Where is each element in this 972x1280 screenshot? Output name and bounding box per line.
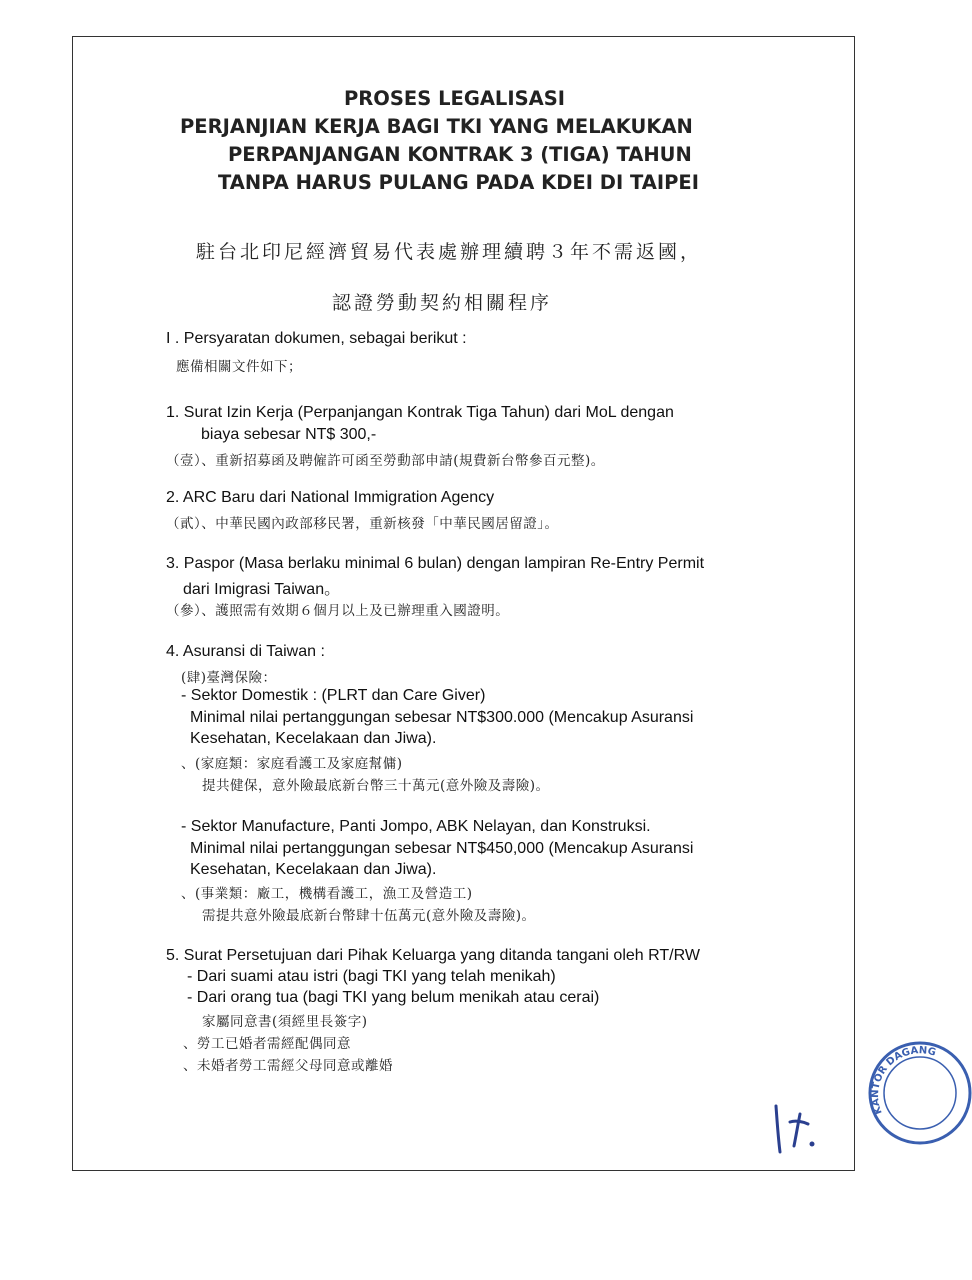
- title-line-1: PROSES LEGALISASI: [344, 87, 566, 110]
- zh-title-line-2: 認證勞動契約相關程序: [332, 292, 553, 314]
- seal-text: KANTOR DAGANG: [869, 1045, 937, 1116]
- section-heading: I . Persyaratan dokumen, sebagai berikut :: [166, 330, 467, 347]
- item-1-zh: （壹）、重新招募函及聘僱許可函至勞動部申請(規費新台幣參百元整)。: [166, 453, 605, 469]
- item-5-line-2: - Dari suami atau istri (bagi TKI yang telah menikah): [187, 968, 556, 985]
- zh-title-line-1: 駐台北印尼經濟貿易代表處辦理續聘３年不需返國，: [196, 241, 703, 263]
- section-heading-zh: 應備相關文件如下；: [176, 359, 302, 375]
- item-5-line-1: 5. Surat Persetujuan dari Pihak Keluarga yang ditanda tangani oleh RT/RW: [166, 947, 700, 964]
- title-line-2: PERJANJIAN KERJA BAGI TKI YANG MELAKUKAN: [180, 115, 693, 138]
- item-4-b-line-2: Minimal nilai pertanggungan sebesar NT$450,000 (Mencakup Asuransi: [190, 840, 694, 857]
- item-4-a-line-1: - Sektor Domestik : (PLRT dan Care Giver): [181, 687, 486, 704]
- item-4-b-zh-2: 需提共意外險最底新台幣肆十伍萬元(意外險及壽險)。: [202, 908, 536, 924]
- item-4-line-1: 4. Asuransi di Taiwan :: [166, 643, 325, 660]
- item-5-zh-1: 家屬同意書(須經里長簽字): [202, 1014, 368, 1030]
- signature-mark: [768, 1100, 826, 1156]
- item-4-b-line-1: - Sektor Manufacture, Panti Jompo, ABK Nelayan, dan Konstruksi.: [181, 818, 651, 835]
- item-2-zh: （貳）、中華民國內政部移民署，重新核發「中華民國居留證」。: [166, 516, 559, 532]
- item-5-zh-3: 、未婚者勞工需經父母同意或離婚: [183, 1058, 393, 1074]
- item-5-line-3: - Dari orang tua (bagi TKI yang belum menikah atau cerai): [187, 989, 600, 1006]
- item-4-b-line-3: Kesehatan, Kecelakaan dan Jiwa).: [190, 861, 437, 878]
- item-4-a-zh-1: 、(家庭類：家庭看護工及家庭幫傭): [181, 756, 403, 772]
- title-line-3: PERPANJANGAN KONTRAK 3 (TIGA) TAHUN: [228, 143, 692, 166]
- item-3-line-1: 3. Paspor (Masa berlaku minimal 6 bulan) dengan lampiran Re-Entry Permit: [166, 555, 705, 572]
- item-1-line-1: 1. Surat Izin Kerja (Perpanjangan Kontrak Tiga Tahun) dari MoL dengan: [166, 404, 674, 421]
- item-5-zh-2: 、勞工已婚者需經配偶同意: [183, 1036, 351, 1052]
- item-4-a-line-2: Minimal nilai pertanggungan sebesar NT$300.000 (Mencakup Asuransi: [190, 709, 694, 726]
- item-3-line-2: dari Imigrasi Taiwan。: [183, 581, 341, 598]
- item-1-line-2: biaya sebesar NT$ 300,-: [201, 426, 377, 443]
- item-3-zh: （參）、護照需有效期６個月以上及已辦理重入國證明。: [166, 603, 510, 619]
- svg-text:KANTOR DAGANG: [870, 1045, 937, 1116]
- item-2-line-1: 2. ARC Baru dari National Immigration Agency: [166, 489, 495, 506]
- item-4-b-zh-1: 、(事業類：廠工，機構看護工，漁工及營造工): [181, 886, 473, 902]
- item-4-a-zh-2: 提共健保，意外險最底新台幣三十萬元(意外險及壽險)。: [202, 778, 550, 794]
- title-line-4: TANPA HARUS PULANG PADA KDEI DI TAIPEI: [218, 171, 699, 194]
- item-4-a-line-3: Kesehatan, Kecelakaan dan Jiwa).: [190, 730, 437, 747]
- office-seal-stamp: [862, 1035, 972, 1145]
- item-4-zh-heading: (肆)臺灣保險：: [181, 670, 277, 686]
